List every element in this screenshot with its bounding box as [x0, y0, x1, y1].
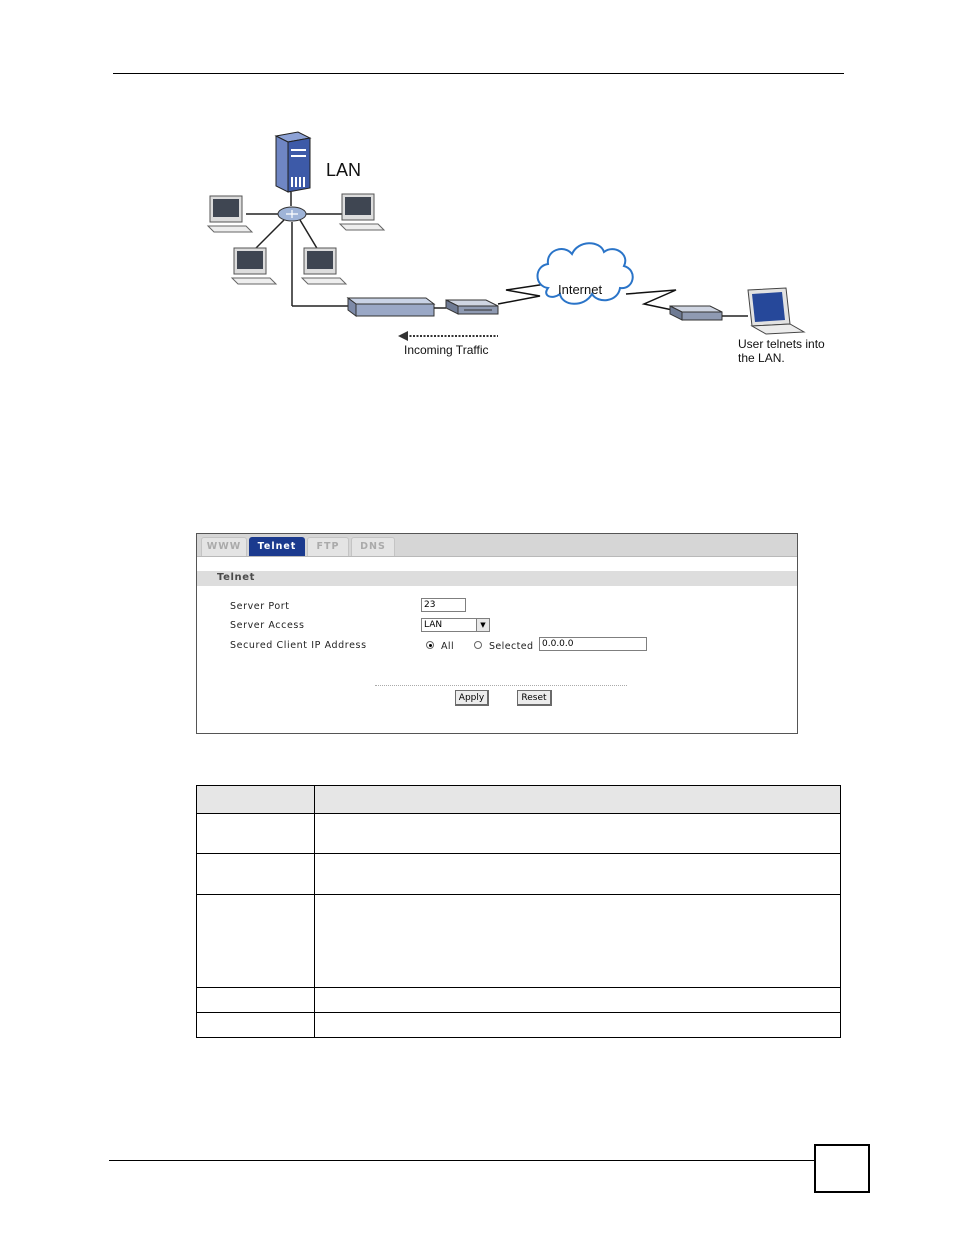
server-access-value: LAN: [424, 620, 443, 630]
server-icon: [276, 132, 310, 192]
column-divider: [314, 786, 315, 1037]
tab-bar: [197, 534, 797, 557]
wan-link: [498, 284, 546, 304]
computer-icon: [232, 248, 276, 284]
page-number-box: [814, 1144, 870, 1193]
table-row: [197, 894, 840, 895]
radio-selected-label: Selected: [489, 641, 534, 652]
modem-icon: [446, 300, 498, 314]
section-title: Telnet: [217, 572, 255, 583]
telnet-config-panel: [196, 533, 798, 734]
modem-icon: [670, 306, 722, 320]
server-port-input[interactable]: 23: [421, 598, 466, 612]
footer-rule: [109, 1160, 815, 1161]
divider: [375, 685, 627, 686]
server-access-select[interactable]: [421, 618, 490, 632]
radio-all[interactable]: [426, 641, 434, 649]
reset-button[interactable]: Reset: [517, 690, 552, 706]
user-telnets-label-line2: the LAN.: [738, 351, 785, 364]
table-header: [197, 786, 840, 813]
network-diagram: [200, 118, 840, 364]
computer-icon: [340, 194, 384, 230]
tab-ftp[interactable]: FTP: [307, 537, 349, 556]
table-row: [197, 1012, 840, 1013]
server-port-label: Server Port: [230, 601, 290, 612]
computer-icon: [302, 248, 346, 284]
tab-telnet[interactable]: Telnet: [249, 537, 305, 556]
tab-www[interactable]: WWW: [201, 537, 247, 556]
table-row: [197, 987, 840, 988]
laptop-icon: [748, 288, 804, 334]
internet-label: Internet: [558, 282, 603, 297]
incoming-traffic-label: Incoming Traffic: [404, 343, 489, 357]
field-description-table: [196, 785, 841, 1038]
incoming-traffic-arrow: [398, 331, 498, 341]
table-row: [197, 813, 840, 814]
table-row: [197, 853, 840, 854]
secured-client-ip-label: Secured Client IP Address: [230, 640, 367, 651]
gateway-device-icon: [348, 298, 434, 316]
section-bar: [197, 571, 797, 586]
radio-all-label: All: [441, 641, 454, 652]
computer-icon: [208, 196, 252, 232]
apply-button[interactable]: Apply: [455, 690, 489, 706]
chevron-down-icon[interactable]: ▼: [476, 619, 489, 631]
network-diagram-svg: [200, 118, 840, 364]
radio-selected[interactable]: [474, 641, 482, 649]
secured-ip-input[interactable]: 0.0.0.0: [539, 637, 647, 651]
server-access-label: Server Access: [230, 620, 305, 631]
user-telnets-label-line1: User telnets into: [738, 337, 825, 351]
lan-label: LAN: [326, 160, 362, 180]
tab-dns[interactable]: DNS: [351, 537, 395, 556]
header-rule: [113, 73, 844, 74]
hub-icon: [278, 207, 306, 221]
